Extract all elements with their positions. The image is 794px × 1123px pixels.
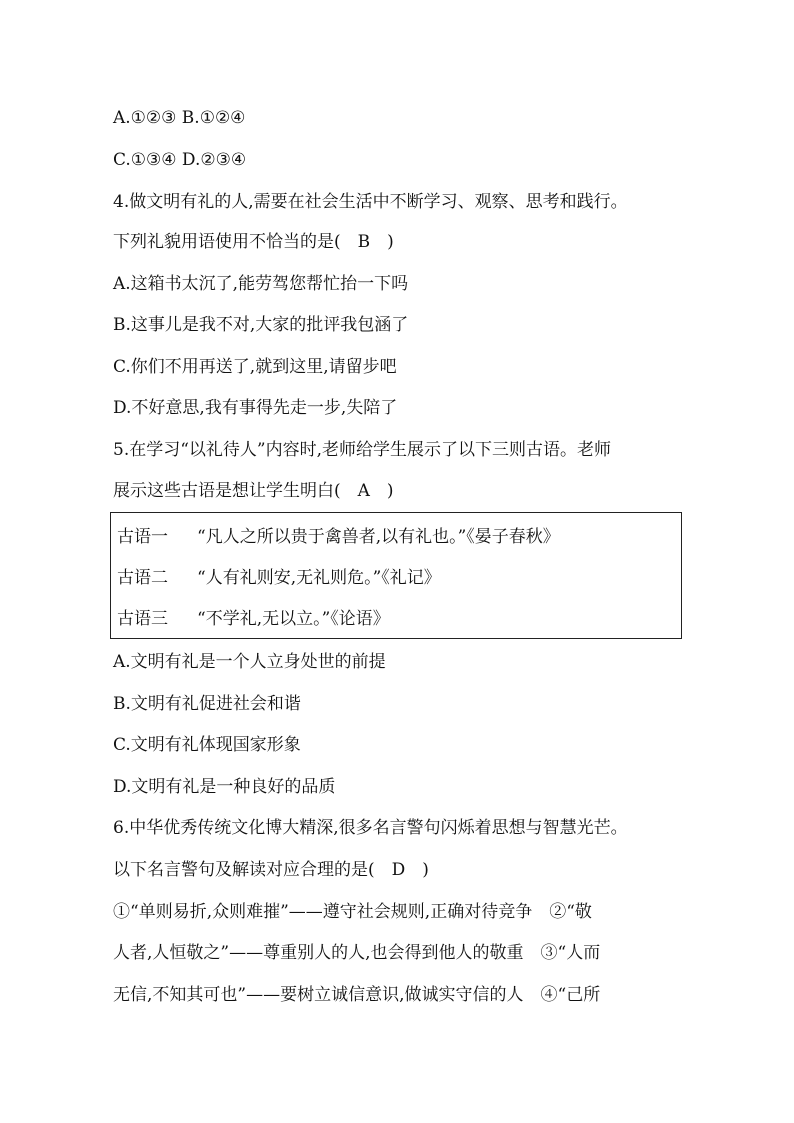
q4-stem-line-1: 4.做文明有礼的人,需要在社会生活中不断学习、观察、思考和践行。 (113, 192, 628, 212)
q6-items-line-2: 人者,人恒敬之”——尊重别人的人,也会得到他人的敬重 ③“人而 (113, 943, 601, 963)
q6-items-line-1: ①“单则易折,众则难摧”——遵守社会规则,正确对待竞争 ②“敬 (113, 902, 592, 922)
q4-option-b: B.这事儿是我不对,大家的批评我包涵了 (113, 315, 409, 335)
quote-row-3 (117, 609, 390, 629)
quote-text-1: “凡人之所以贵于禽兽者,以有礼也。”《晏子春秋》 (197, 527, 560, 547)
q4-option-a: A.这箱书太沉了,能劳驾您帮忙抬一下吗 (113, 274, 409, 294)
q6-stem-line-1: 6.中华优秀传统文化博大精深,很多名言警句闪烁着思想与智慧光芒。 (113, 818, 628, 838)
ancient-quotes-box (110, 512, 682, 639)
quote-label-2: 古语二 (117, 568, 168, 588)
quote-label-3: 古语三 (117, 609, 168, 629)
q5-option-b: B.文明有礼促进社会和谐 (113, 694, 301, 714)
q6-stem-line-2: 以下名言警句及解读对应合理的是( D ) (113, 860, 429, 880)
quote-text-3: “不学礼,无以立。”《论语》 (197, 609, 390, 629)
q4-stem-line-2: 下列礼貌用语使用不恰当的是( B ) (113, 232, 394, 252)
quote-row-2 (117, 568, 441, 588)
q5-option-c: C.文明有礼体现国家形象 (113, 735, 301, 755)
quote-text-2: “人有礼则安,无礼则危。”《礼记》 (197, 568, 441, 588)
q5-stem-line-1: 5.在学习“以礼待人”内容时,老师给学生展示了以下三则古语。老师 (113, 440, 612, 460)
q3-options-line-1: A.①②③ B.①②④ (113, 108, 246, 128)
q3-options-line-2: C.①③④ D.②③④ (113, 150, 247, 170)
q5-stem-line-2: 展示这些古语是想让学生明白( A ) (113, 481, 394, 501)
q6-items-line-3: 无信,不知其可也”——要树立诚信意识,做诚实守信的人 ④“己所 (113, 985, 601, 1005)
q4-option-c: C.你们不用再送了,就到这里,请留步吧 (113, 357, 397, 377)
q5-option-d: D.文明有礼是一种良好的品质 (113, 777, 336, 797)
q4-option-d: D.不好意思,我有事得先走一步,失陪了 (113, 398, 398, 418)
q5-option-a: A.文明有礼是一个人立身处世的前提 (113, 652, 386, 672)
quote-row-1 (117, 527, 560, 547)
quote-label-1: 古语一 (117, 527, 168, 547)
